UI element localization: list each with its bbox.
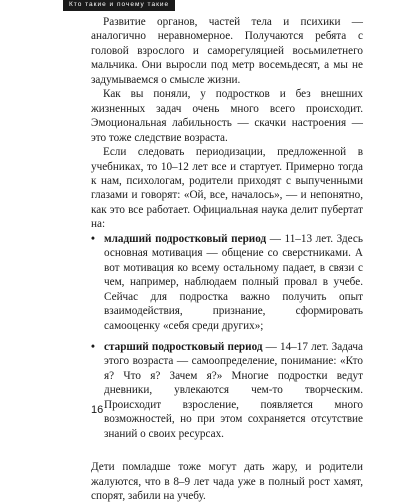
bullet: •	[91, 232, 95, 245]
closing-paragraph: Дети помладше тоже могут дать жару, и родители жалуются, что в 8–9 лет чада уже в полный рост хамят, спорят, забили на учебу.	[91, 461, 363, 503]
list-item	[91, 232, 363, 333]
bullet: •	[91, 340, 95, 353]
running-head: Кто такие и почему такие	[63, 0, 175, 11]
paragraph: Если следовать периодизации, предложенной в учебниках, то 10–12 лет все и стартует. Примерно тогда к нам, психологам, родители приходят с выпученными глазами и говорят: «Ой, все, началось», — и непонятно, как это все работает. Официальная наука делит пубертат на:	[91, 146, 363, 231]
list-item-text: — 14–17 лет. Задача этого возраста — самоопределение, понимание: «Кто я? Что я? Зачем я?» Многие подростки ведут дневники, увлекаются чем-то творческим. Происходит взросление, появляется много возможностей, но при этом сохраняется отсутствие знаний о своих ресурсах.	[104, 340, 364, 440]
list-item-term: младший подростковый период	[104, 232, 267, 245]
paragraph: Развитие органов, частей тела и психики — аналогично неравномерное. Получаются ребята с головой взрослого и саморегуляцией восьмилетнего мальчика. Они выросли под метр восемьдесят, а мы не задумываемся о смысле жизни.	[91, 16, 363, 86]
list-item	[91, 340, 363, 441]
list-item-term: старший подростковый период	[104, 340, 263, 353]
list-item-text: — 11–13 лет. Здесь основная мотивация — общение со сверстниками. А вот мотивация ко всему остальному падает, в связи с чем, например, наблюдаем полный провал в учебе. Сейчас для подростка важно получить опыт взаимодействия, признание, сформировать самооценку «себя среди других»;	[104, 232, 363, 332]
body-text	[91, 15, 363, 504]
page-number: 16	[91, 404, 104, 416]
paragraph: Как вы поняли, у подростков и без внешних жизненных задач очень много всего происходит. Эмоциональная лабильность — скачки настроения — это тоже следствие возраста.	[91, 88, 363, 144]
